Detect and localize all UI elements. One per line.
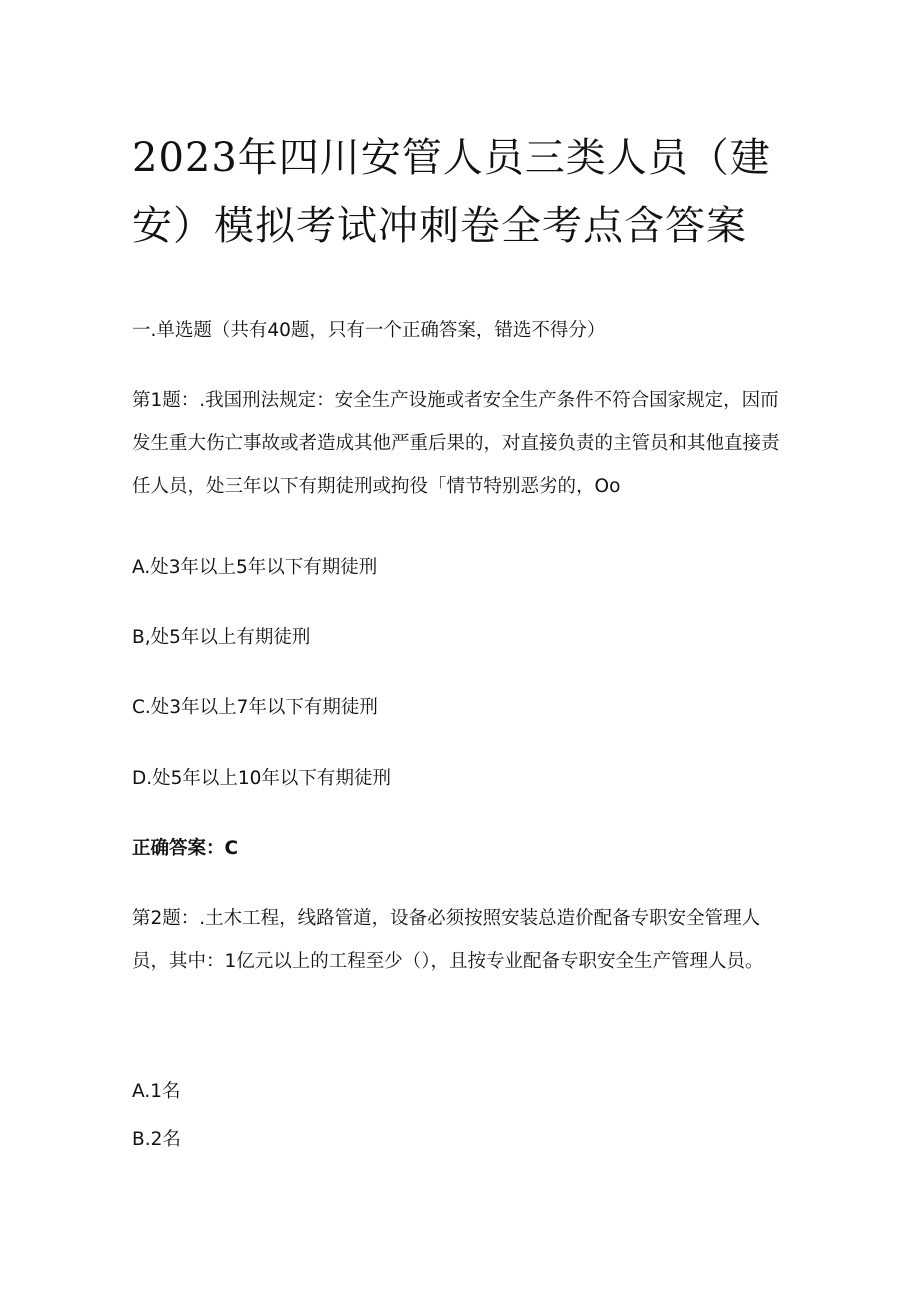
document-title: 2023年四川安管人员三类人员（建安）模拟考试冲刺卷全考点含答案 [132, 135, 771, 249]
question-1-option-d: D.处5年以上10年以下有期徒刑 [132, 768, 391, 789]
question-1-option-b: B,处5年以上有期徒刑 [132, 627, 311, 648]
question-1-stem: 第1题：.我国刑法规定：安全生产设施或者安全生产条件不符合国家规定，因而发生重大伤亡事故或者造成其他严重后果的，对直接负责的主管员和其他直接责任人员，处三年以下有期徒刑或拘役「情节特别恶劣的，Oo [132, 390, 780, 497]
question-2-option-b: B.2名 [132, 1129, 181, 1150]
question-1-option-a: A.处3年以上5年以下有期徒刑 [132, 557, 378, 578]
question-2-stem: 第2题：.土木工程，线路管道，设备必须按照安装总造价配备专职安全管理人员，其中：1亿元以上的工程至少（），且按专业配备专职安全生产管理人员。 [132, 908, 764, 972]
section-heading: 一.单选题（共有40题，只有一个正确答案，错选不得分） [132, 320, 606, 341]
question-1-option-c: C.处3年以上7年以下有期徒刑 [132, 697, 378, 718]
question-2-option-a: A.1名 [132, 1081, 181, 1102]
question-1-answer: 正确答案：C [132, 838, 239, 859]
